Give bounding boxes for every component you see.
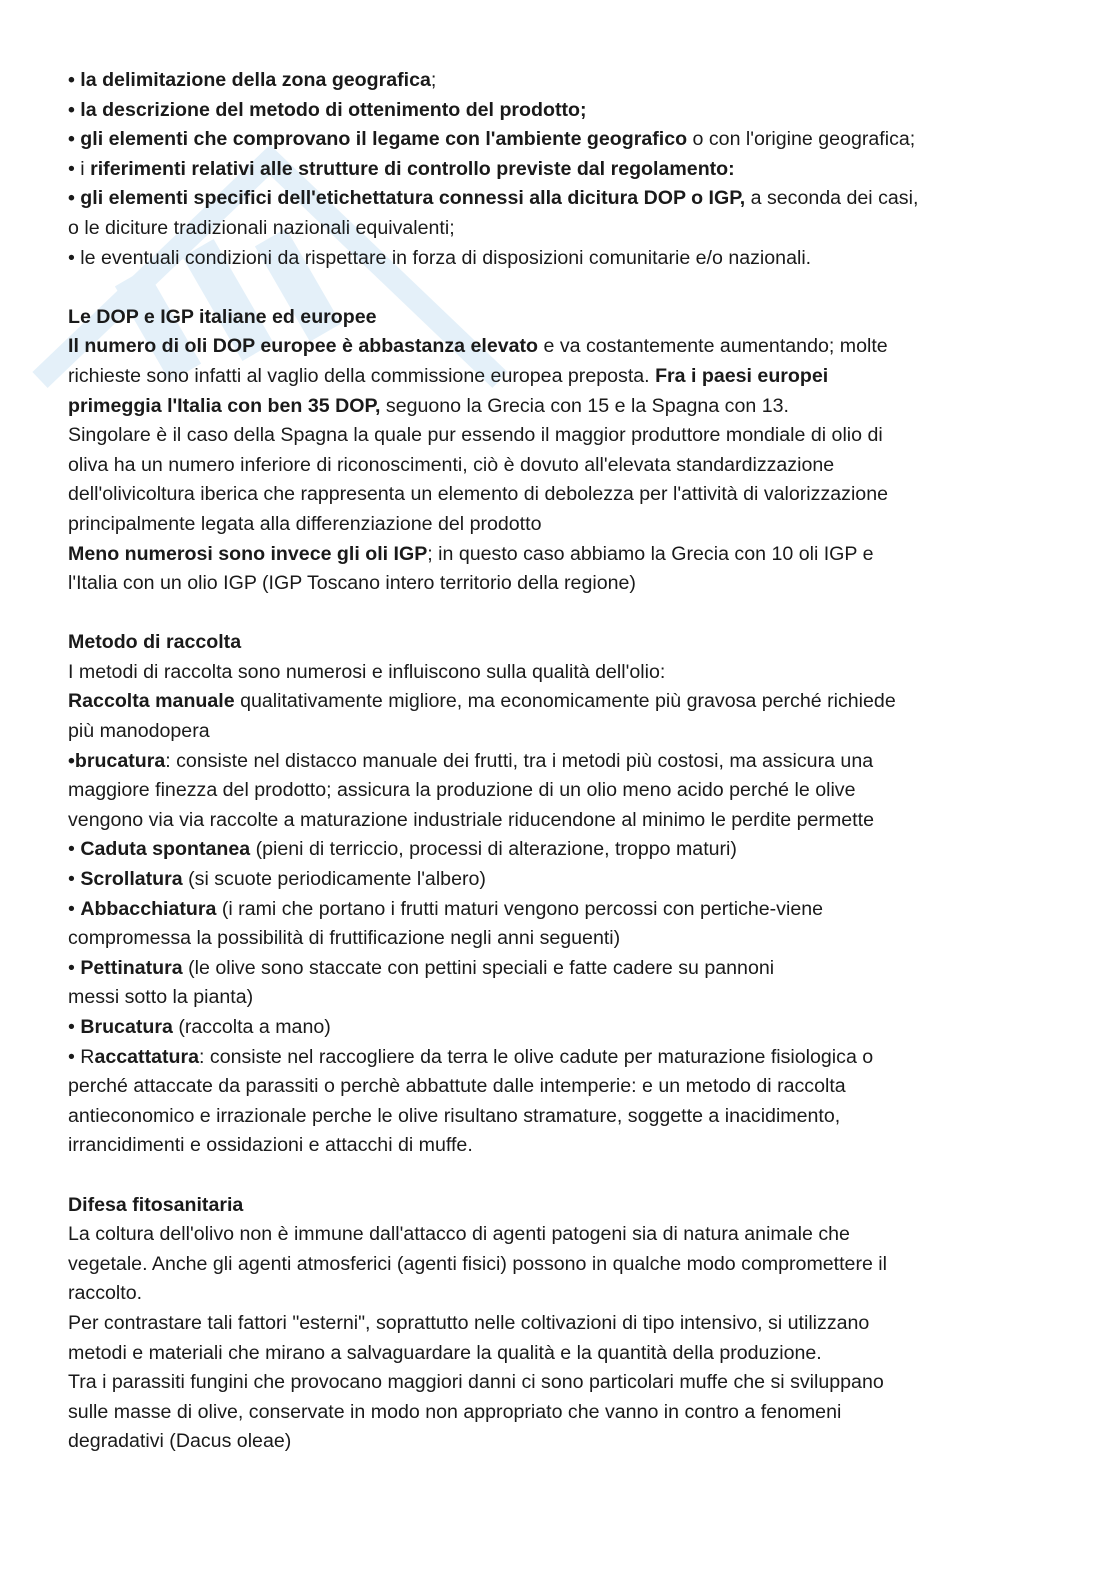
paragraph-line: oliva ha un numero inferiore di riconoscimenti, ciò è dovuto all'elevata standardizzazione bbox=[68, 453, 835, 476]
section-heading-difesa: Difesa fitosanitaria bbox=[68, 1193, 244, 1216]
paragraph-line: Tra i parassiti fungini che provocano maggiori danni ci sono particolari muffe che si sviluppano bbox=[68, 1371, 884, 1394]
paragraph-line: I metodi di raccolta sono numerosi e influiscono sulla qualità dell'olio: bbox=[68, 660, 666, 683]
paragraph-line: principalmente legata alla differenziazione del prodotto bbox=[68, 512, 542, 535]
section-heading-raccolta: Metodo di raccolta bbox=[68, 631, 242, 654]
paragraph-line: dell'olivicoltura iberica che rappresenta un elemento di debolezza per l'attività di valorizzazione bbox=[68, 483, 888, 506]
paragraph-line: più manodopera bbox=[68, 720, 210, 743]
paragraph-line: degradativi (Dacus oleae) bbox=[68, 1430, 292, 1453]
list-item-continuation: o le diciture tradizionali nazionali equivalenti; bbox=[68, 216, 455, 239]
list-item: • Raccattatura: consiste nel raccogliere da terra le olive cadute per maturazione fisiologica o bbox=[68, 1045, 874, 1068]
paragraph-line: vegetale. Anche gli agenti atmosferici (agenti fisici) possono in qualche modo compromettere il bbox=[68, 1252, 888, 1275]
paragraph-line: Meno numerosi sono invece gli oli IGP; in questo caso abbiamo la Grecia con 10 oli IGP e bbox=[68, 542, 874, 565]
list-item: • le eventuali condizioni da rispettare in forza di disposizioni comunitarie e/o nazionali. bbox=[68, 246, 812, 269]
paragraph-line: •brucatura: consiste nel distacco manuale dei frutti, tra i metodi più costosi, ma assicura una bbox=[68, 749, 874, 772]
list-item-continuation: compromessa la possibilità di fruttificazione negli anni seguenti) bbox=[68, 927, 621, 950]
paragraph-line: Singolare è il caso della Spagna la quale pur essendo il maggior produttore mondiale di olio di bbox=[68, 424, 883, 447]
list-item: • Abbacchiatura (i rami che portano i frutti maturi vengono percossi con pertiche-viene bbox=[68, 897, 824, 920]
paragraph-line: richieste sono infatti al vaglio della commissione europea preposta. Fra i paesi europei bbox=[68, 364, 829, 387]
paragraph-line: maggiore finezza del prodotto; assicura la produzione di un olio meno acido perché le olive bbox=[68, 779, 856, 802]
list-item-continuation: irrancidimenti e ossidazioni e attacchi di muffe. bbox=[68, 1134, 473, 1157]
paragraph-line: metodi e materiali che mirano a salvaguardare la qualità e la quantità della produzione. bbox=[68, 1341, 822, 1364]
list-item: • gli elementi specifici dell'etichettatura connessi alla dicitura DOP o IGP, a seconda dei casi, bbox=[68, 187, 919, 210]
document-body bbox=[68, 66, 1053, 1457]
list-item-continuation: perché attaccate da parassiti o perchè abbattute dalle intemperie: e un metodo di raccolta bbox=[68, 1075, 846, 1098]
paragraph-line: vengono via via raccolte a maturazione industriale riducendone al minimo le perdite permette bbox=[68, 808, 874, 831]
paragraph-line: Per contrastare tali fattori "esterni", soprattutto nelle coltivazioni di tipo intensivo, si utilizzano bbox=[68, 1311, 870, 1334]
list-item: • Brucatura (raccolta a mano) bbox=[68, 1016, 331, 1038]
list-item: • la descrizione del metodo di ottenimento del prodotto; bbox=[68, 98, 587, 121]
section-heading-dop: Le DOP e IGP italiane ed europee bbox=[68, 305, 377, 328]
list-item-continuation: messi sotto la pianta) bbox=[68, 986, 254, 1009]
paragraph-line: sulle masse di olive, conservate in modo non appropriato che vanno in contro a fenomeni bbox=[68, 1400, 842, 1423]
paragraph-line: primeggia l'Italia con ben 35 DOP, seguono la Grecia con 15 e la Spagna con 13. bbox=[68, 394, 789, 417]
list-item: • Caduta spontanea (pieni di terriccio, processi di alterazione, troppo maturi) bbox=[68, 838, 737, 861]
list-item: • la delimitazione della zona geografica; bbox=[68, 69, 437, 91]
paragraph-line: Il numero di oli DOP europee è abbastanza elevato e va costantemente aumentando; molte bbox=[68, 335, 888, 358]
list-item-continuation: antieconomico e irrazionale perche le olive risultano stramature, soggette a inacidimento, bbox=[68, 1104, 841, 1127]
list-item: • i riferimenti relativi alle strutture di controllo previste dal regolamento: bbox=[68, 157, 735, 180]
paragraph-line: Raccolta manuale qualitativamente migliore, ma economicamente più gravosa perché richiede bbox=[68, 690, 896, 713]
list-item: • gli elementi che comprovano il legame con l'ambiente geografico o con l'origine geografica; bbox=[68, 128, 916, 151]
list-item: • Pettinatura (le olive sono staccate con pettini speciali e fatte cadere su pannoni bbox=[68, 956, 775, 979]
paragraph-line: raccolto. bbox=[68, 1282, 143, 1305]
paragraph-line: La coltura dell'olivo non è immune dall'attacco di agenti patogeni sia di natura animale che bbox=[68, 1223, 850, 1246]
list-item: • Scrollatura (si scuote periodicamente l'albero) bbox=[68, 868, 486, 891]
paragraph-line: l'Italia con un olio IGP (IGP Toscano intero territorio della regione) bbox=[68, 572, 636, 595]
